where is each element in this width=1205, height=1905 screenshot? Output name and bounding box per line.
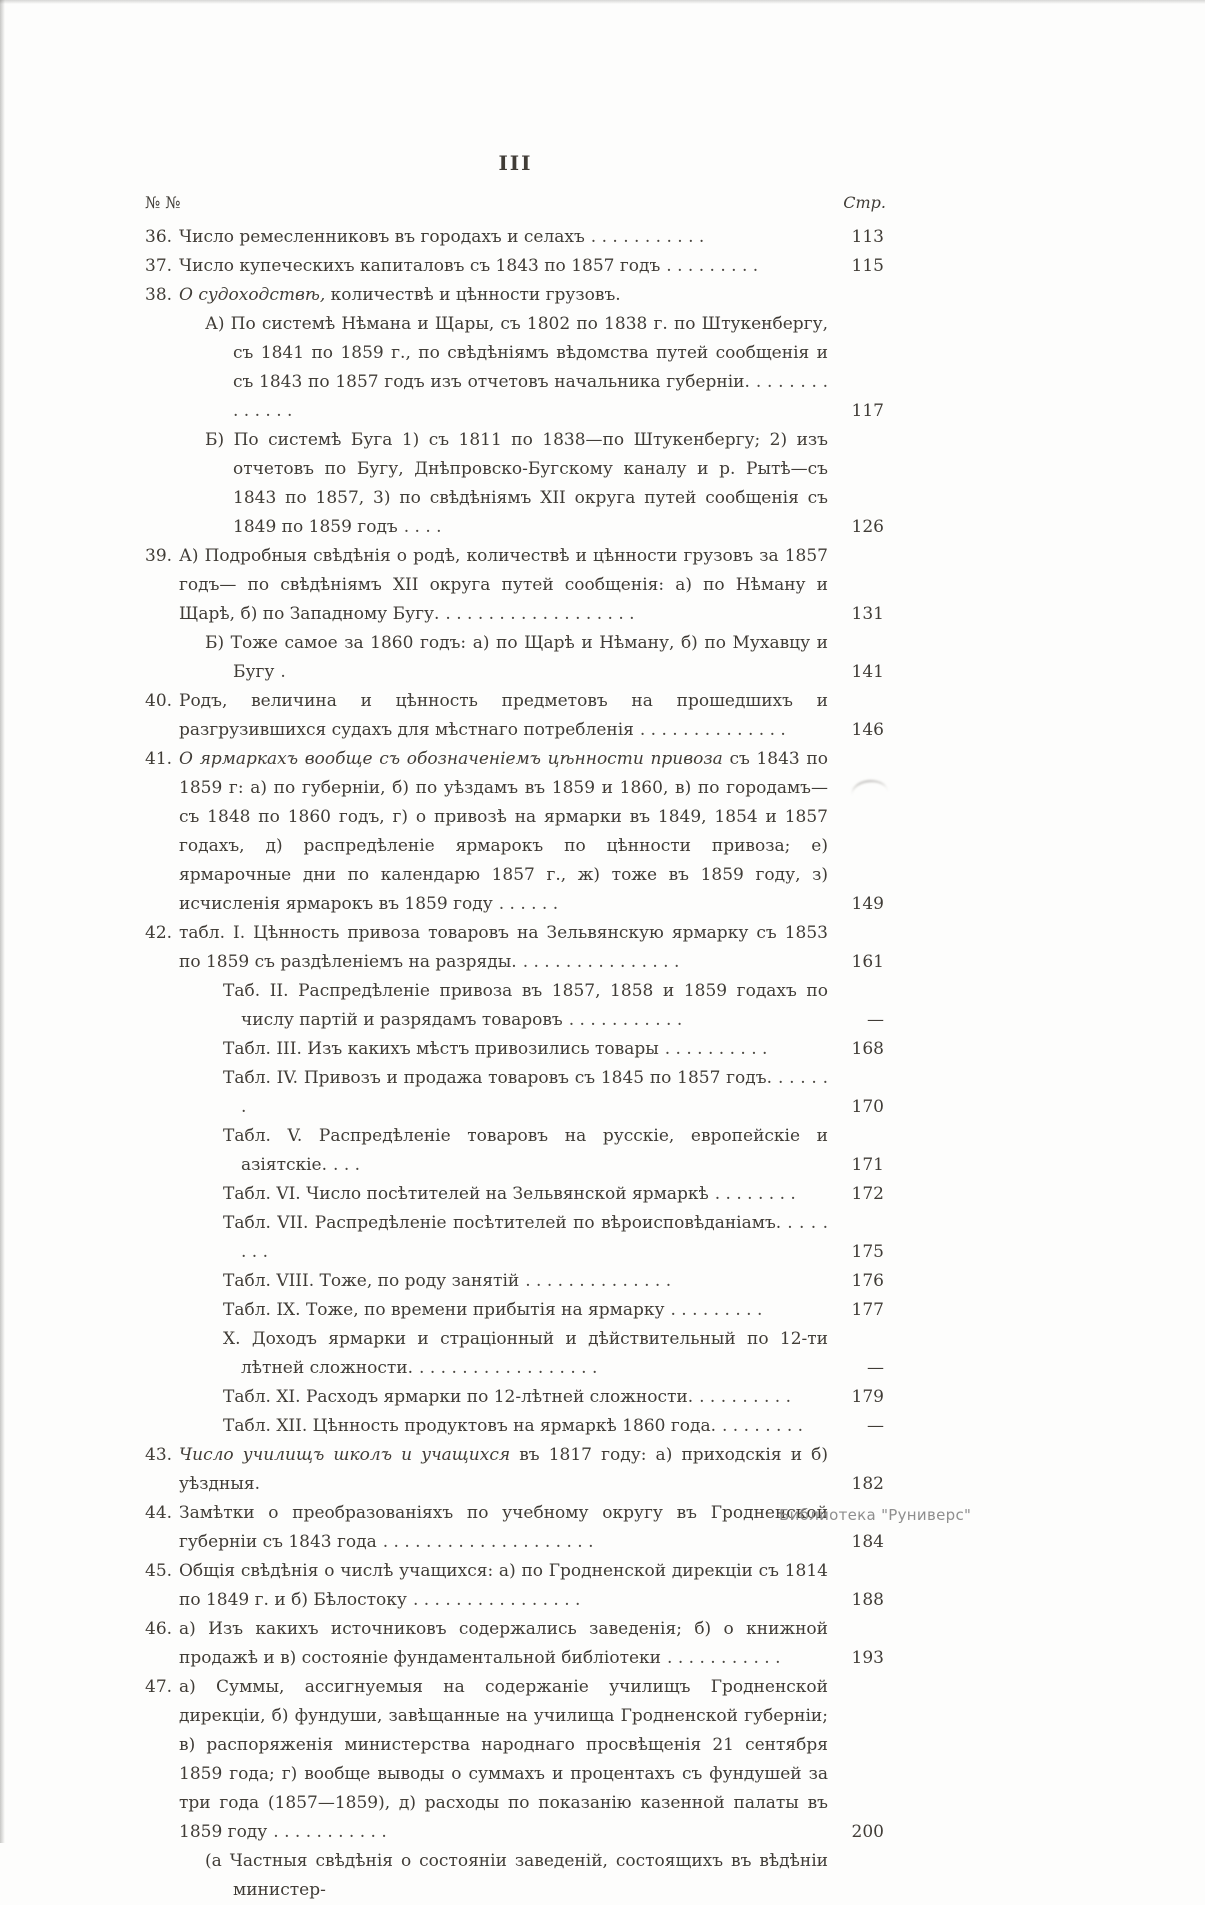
toc-entry: [145, 1296, 886, 1325]
dot-leader: . . . . . . . . . . . . . . . . . . . .: [382, 1532, 594, 1552]
entry-page-number: —: [867, 1358, 884, 1378]
entry-text: А) По системѣ Нѣмана и Щары, съ 1802 по 1838 г. по Штукенбергу, съ 1841 по 1859 г., по свѣдѣніямъ вѣдомства путей сообщенія и съ 1843 по 1857 годъ изъ отчетовъ начальника губерніи.: [205, 314, 828, 392]
toc-entry: [145, 223, 886, 252]
entry-page-number: 117: [851, 401, 884, 421]
toc-entry: [145, 426, 886, 542]
entry-text: Табл. III. Изъ какихъ мѣстъ привозились товары: [223, 1039, 659, 1059]
dot-leader: . . . . . .: [498, 894, 559, 914]
entry-page-number: 171: [851, 1155, 884, 1175]
entry-text: а) Суммы, ассигнуемыя на содержаніе училищъ Гродненской дирекціи, б) фундуши, завѣщанные на училища Гродненской губерніи; в) распоряженія министерства народнаго просвѣщенія 21 сентября 1859 года; г) вообще выводы о суммахъ и процентахъ съ фундушей за три года (1857—1859), д) расходы по показанію казенной палаты въ 1859 году: [179, 1677, 828, 1842]
entry-text: съ 1843 по 1859 г: а) по губерніи, б) по уѣздамъ въ 1859 и 1860, в) по городамъ—съ 1848 по 1860 годъ, г) о привозѣ на ярмарки въ 1849, 1854 и 1857 годахъ, д) распредѣленіе ярмарокъ по цѣнности привоза; е) ярмарочные дни по календарю 1857 г., ж) тоже въ 1859 году, з) исчисленія ярмарокъ въ 1859 году: [179, 749, 828, 914]
dot-leader: . . . . . . . . . . . . . .: [525, 1271, 672, 1291]
dot-leader: . . . . . . . .: [722, 1416, 804, 1436]
entry-page-number: 184: [851, 1532, 884, 1552]
toc-entry: [145, 1383, 886, 1412]
entry-text: А) Подробныя свѣдѣнія о родѣ, количествѣ и цѣнности грузовъ за 1857 годъ— по свѣдѣніямъ XII округа путей сообщенія: а) по Нѣману и Щарѣ, б) по Западному Бугу.: [179, 546, 828, 624]
dot-leader: . . . . . . . .: [714, 1184, 796, 1204]
entry-page-number: 115: [851, 256, 884, 276]
toc-entry: [145, 1035, 886, 1064]
entry-page-number: 176: [851, 1271, 884, 1291]
toc-entry: [145, 542, 886, 629]
entry-page-number: —: [867, 1416, 884, 1436]
toc-entry: [145, 629, 886, 687]
entry-text: Замѣтки о преобразованіяхъ по учебному округу въ Гродненской губерніи съ 1843 года: [179, 1503, 828, 1552]
entry-page-number: 175: [851, 1242, 884, 1262]
entry-number: 37.: [145, 256, 173, 276]
dot-leader: .: [280, 662, 286, 682]
entry-text: Родъ, величина и цѣнность предметовъ на прошедшихъ и разгрузившихся судахъ для мѣстнаго потребленія: [179, 691, 828, 740]
column-header-numbers: № №: [145, 193, 181, 212]
entry-page-number: 172: [851, 1184, 884, 1204]
entry-text: Табл. IV. Привозъ и продажа товаровъ съ 1845 по 1857 годъ.: [223, 1068, 772, 1088]
entry-number: 43.: [145, 1445, 173, 1465]
scan-edge-top: [0, 0, 1205, 4]
entry-page-number: 113: [851, 227, 884, 247]
toc-entry: [145, 1412, 886, 1441]
entry-page-number: 161: [851, 952, 884, 972]
toc-entry: [145, 1325, 886, 1383]
entry-text: Табл. XI. Расходъ ярмарки по 12-лѣтней сложности.: [223, 1387, 694, 1407]
entry-text: Табл. VI. Число посѣтителей на Зельвянской ярмаркѣ: [223, 1184, 709, 1204]
toc-entry: [145, 1267, 886, 1296]
entry-text: Б) Тоже самое за 1860 годъ: а) по Щарѣ и Нѣману, б) по Мухавцу и Бугу: [205, 633, 828, 682]
dot-leader: . . . . . . .: [241, 1213, 829, 1262]
entry-page-number: —: [867, 1010, 884, 1030]
entry-page-number: 126: [851, 517, 884, 537]
toc-entry: [145, 310, 886, 426]
entry-page-number: 141: [851, 662, 884, 682]
toc-entry: [145, 1180, 886, 1209]
entry-page-number: 168: [851, 1039, 884, 1059]
entry-text: Число купеческихъ капиталовъ съ 1843 по 1857 годъ: [179, 256, 661, 276]
entry-text: а) Изъ какихъ источниковъ содержались заведенія; б) о книжной продажѣ и в) состояніе фундаментальной библіотеки: [179, 1619, 828, 1668]
entry-page-number: 200: [851, 1822, 884, 1842]
entry-text: Табл. IX. Тоже, по времени прибытія на ярмарку: [223, 1300, 665, 1320]
entry-number: 42.: [145, 923, 173, 943]
toc-entry: [145, 919, 886, 977]
toc-entry: [145, 281, 886, 310]
entry-number: 38.: [145, 285, 173, 305]
entry-page-number: 149: [851, 894, 884, 914]
entry-text: Б) По системѣ Буга 1) съ 1811 по 1838—по Штукенбергу; 2) изъ отчетовъ по Бугу, Днѣпровско-Бугскому каналу и р. Рытѣ—съ 1843 по 1857, 3) по свѣдѣніямъ XII округа путей сообщенія съ 1849 по 1859 годъ: [205, 430, 828, 537]
entry-page-number: 182: [851, 1474, 884, 1494]
entry-number: 45.: [145, 1561, 173, 1581]
entry-number: 41.: [145, 749, 173, 769]
dot-leader: . . . . . . . . . . . . . .: [639, 720, 786, 740]
library-watermark: Библиотека "Руниверс": [779, 1506, 972, 1524]
entry-text: табл. I. Цѣнность привоза товаровъ на Зельвянскую ярмарку съ 1853 по 1859 съ раздѣленіемъ на разряды.: [179, 923, 828, 972]
entry-text: Таб. II. Распредѣленіе привоза въ 1857, 1858 и 1859 годахъ по числу партій и разрядамъ товаровъ: [223, 981, 828, 1030]
entry-page-number: 188: [851, 1590, 884, 1610]
dot-leader: . . . . . . . . . .: [664, 1039, 768, 1059]
entry-text: X. Доходъ ярмарки и страціонный и дѣйствительный по 12-ти лѣтней сложности.: [223, 1329, 828, 1378]
entry-page-number: 177: [851, 1300, 884, 1320]
entry-text: (а Частныя свѣдѣнія о состояніи заведеній, состоящихъ въ вѣдѣніи министер-: [205, 1851, 828, 1900]
toc-entries: [145, 223, 886, 1905]
entry-text-italic: О судоходствѣ,: [179, 285, 326, 305]
entry-text: въ 1817 году: а) приходскія и б) уѣздныя.: [179, 1445, 828, 1494]
entry-text: Табл. V. Распредѣленіе товаровъ на русскіе, европейскіе и азіятскіе.: [223, 1126, 828, 1175]
entry-page-number: 170: [851, 1097, 884, 1117]
toc-entry: [145, 977, 886, 1035]
dot-leader: . . . . . .: [241, 1068, 828, 1117]
dot-leader: . . . . . . . . . . .: [667, 1648, 781, 1668]
entry-number: 44.: [145, 1503, 173, 1523]
entry-text-italic: Число училищъ школъ и учащихся: [179, 1445, 511, 1465]
dot-leader: . . . . . . . . .: [670, 1300, 763, 1320]
entry-number: 46.: [145, 1619, 173, 1639]
entry-text: Общія свѣдѣнія о числѣ учащихся: а) по Гродненской дирекціи съ 1814 по 1849 г. и б) Бѣлостоку: [179, 1561, 828, 1610]
dot-leader: . . . . . . . . . . . . . . . . .: [419, 1358, 598, 1378]
entry-text: Число ремесленниковъ въ городахъ и селахъ: [179, 227, 585, 247]
entry-page-number: 146: [851, 720, 884, 740]
toc-entry: [145, 1209, 886, 1267]
column-header-row: [145, 192, 886, 214]
dot-leader: . . . . . . . . .: [699, 1387, 791, 1407]
toc-entry: [145, 1499, 886, 1557]
document-page: [145, 150, 886, 1905]
entry-number: 39.: [145, 546, 173, 566]
toc-entry: [145, 252, 886, 281]
dot-leader: . . . . . . . . . . . . . . . .: [412, 1590, 581, 1610]
entry-number: 36.: [145, 227, 173, 247]
entry-page-number: 131: [851, 604, 884, 624]
scan-edge-left: [0, 0, 5, 1843]
dot-leader: . . . . . . . . .: [666, 256, 759, 276]
toc-entry: [145, 1557, 886, 1615]
dot-leader: . . . .: [403, 517, 442, 537]
toc-entry: [145, 1615, 886, 1673]
toc-entry: [145, 1064, 886, 1122]
page-number-heading: III: [498, 151, 533, 175]
entry-text: Табл. VII. Распредѣленіе посѣтителей по вѣроисповѣданіамъ.: [223, 1213, 782, 1233]
toc-entry: [145, 1847, 886, 1905]
toc-entry: [145, 1673, 886, 1847]
dot-leader: . . . . . . . . . . .: [590, 227, 705, 247]
toc-entry: [145, 745, 886, 919]
dot-leader: . . .: [333, 1155, 361, 1175]
entry-text: Табл. XII. Цѣнность продуктовъ на ярмаркѣ 1860 года.: [223, 1416, 716, 1436]
dot-leader: . . . . . . . . . . . . .: [233, 372, 828, 421]
column-header-page: Стр.: [843, 193, 886, 212]
entry-number: 47.: [145, 1677, 173, 1697]
toc-entry: [145, 1441, 886, 1499]
entry-text-italic: О ярмаркахъ вообще съ обозначеніемъ цѣнности привоза: [179, 749, 723, 769]
entry-text: Табл. VIII. Тоже, по роду занятій: [223, 1271, 520, 1291]
entry-page-number: 179: [851, 1387, 884, 1407]
dot-leader: . . . . . . . . . . . . . . . . . .: [445, 604, 635, 624]
toc-entry: [145, 687, 886, 745]
entry-page-number: 193: [851, 1648, 884, 1668]
dot-leader: . . . . . . . . . . . . . . .: [522, 952, 680, 972]
entry-text: количествѣ и цѣнности грузовъ.: [325, 285, 621, 305]
entry-number: 40.: [145, 691, 173, 711]
toc-entry: [145, 1122, 886, 1180]
dot-leader: . . . . . . . . . . .: [273, 1822, 387, 1842]
dot-leader: . . . . . . . . . . .: [568, 1010, 683, 1030]
